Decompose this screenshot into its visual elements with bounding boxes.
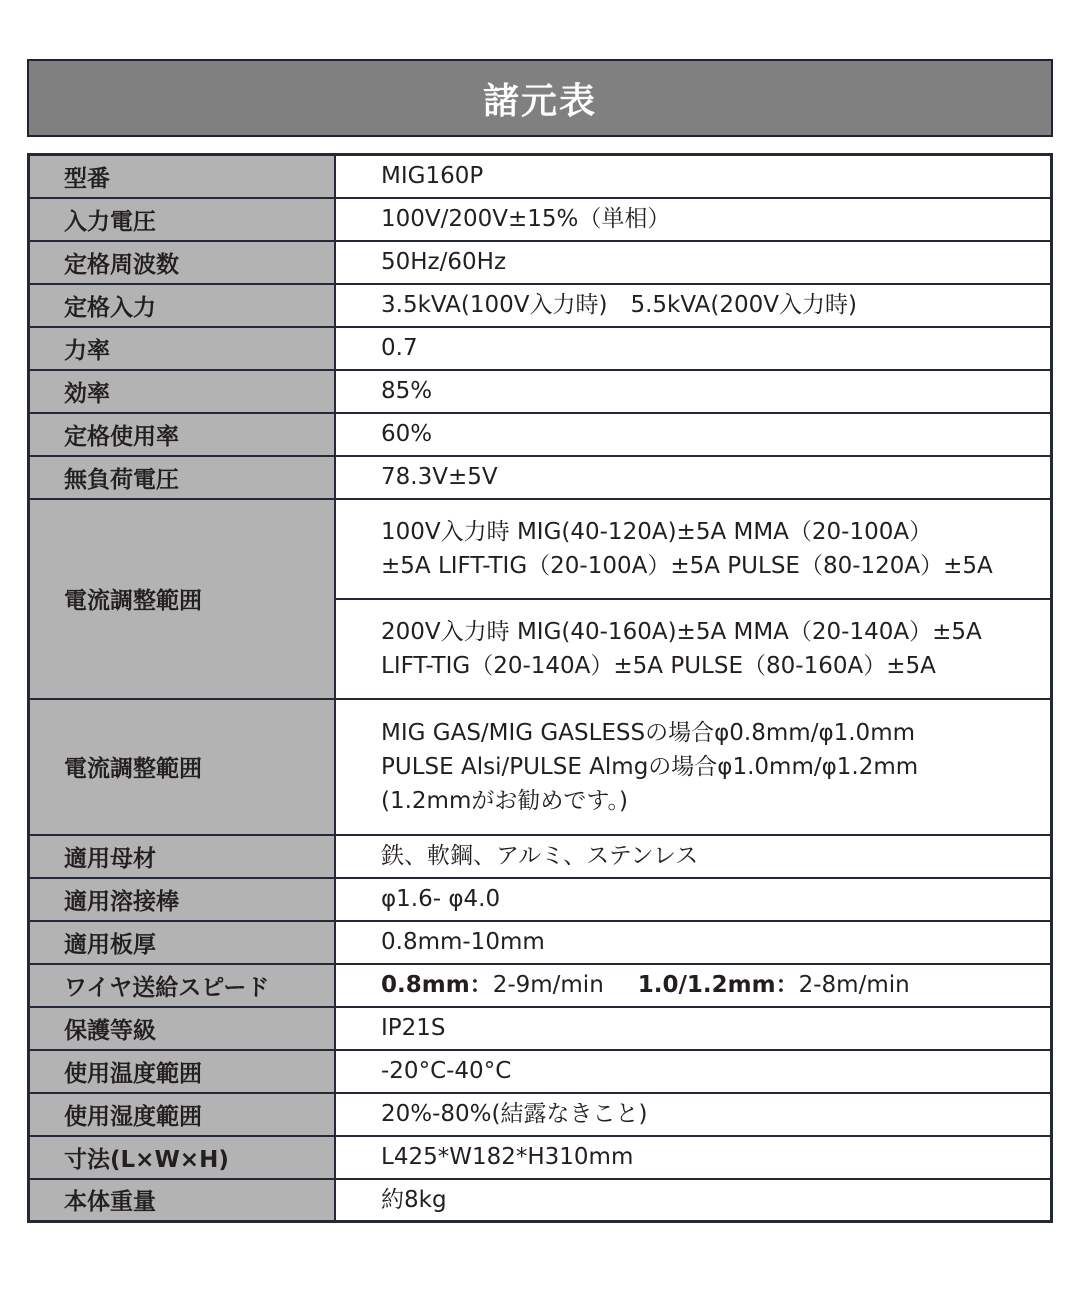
row-label: 適用母材 <box>29 835 336 878</box>
row-label: 適用溶接棒 <box>29 878 336 921</box>
row-value: 鉄、軟鋼、アルミ、ステンレス <box>335 835 1052 878</box>
page-title: 諸元表 <box>482 80 597 122</box>
row-label: 電流調整範囲 <box>29 699 336 835</box>
row-label: 効率 <box>29 370 336 413</box>
table-row <box>29 370 1052 413</box>
row-value: 20%-80%(結露なきこと) <box>335 1093 1052 1136</box>
row-label: 寸法(L×W×H) <box>29 1136 336 1179</box>
row-label: 使用湿度範囲 <box>29 1093 336 1136</box>
value-line: ±5A LIFT-TIG（20-100A）±5A PULSE（80-120A）±5A <box>381 552 993 579</box>
table-row-current-100v <box>29 499 1052 599</box>
table-row <box>29 1050 1052 1093</box>
table-row <box>29 1093 1052 1136</box>
table-row <box>29 198 1052 241</box>
table-row <box>29 327 1052 370</box>
row-value: φ1.6- φ4.0 <box>335 878 1052 921</box>
table-row <box>29 878 1052 921</box>
table-row <box>29 241 1052 284</box>
row-value: 0.7 <box>335 327 1052 370</box>
row-label: 電流調整範囲 <box>29 499 336 699</box>
row-value: MIG160P <box>335 155 1052 198</box>
table-row <box>29 413 1052 456</box>
row-value: 85% <box>335 370 1052 413</box>
row-value: IP21S <box>335 1007 1052 1050</box>
value-line: 200V入力時 MIG(40-160A)±5A MMA（20-140A）±5A <box>381 618 982 645</box>
table-row <box>29 835 1052 878</box>
row-label: 型番 <box>29 155 336 198</box>
value-line: MIG GAS/MIG GASLESSの場合φ0.8mm/φ1.0mm <box>381 719 915 746</box>
row-value: 0.8mm-10mm <box>335 921 1052 964</box>
table-row-wire <box>29 699 1052 835</box>
row-label: 本体重量 <box>29 1179 336 1222</box>
row-value: 78.3V±5V <box>335 456 1052 499</box>
table-row <box>29 921 1052 964</box>
row-label: 定格入力 <box>29 284 336 327</box>
value-line: LIFT-TIG（20-140A）±5A PULSE（80-160A）±5A <box>381 652 936 679</box>
row-value: 100V/200V±15%（単相） <box>335 198 1052 241</box>
value-line: PULSE Alsi/PULSE Almgの場合φ1.0mm/φ1.2mm <box>381 753 919 780</box>
row-label: 無負荷電圧 <box>29 456 336 499</box>
row-label: 力率 <box>29 327 336 370</box>
table-row <box>29 456 1052 499</box>
row-label: ワイヤ送給スピード <box>29 964 336 1007</box>
speed-a-label: 0.8mm： <box>381 972 493 998</box>
table-row <box>29 1179 1052 1222</box>
row-label: 定格使用率 <box>29 413 336 456</box>
row-label: 保護等級 <box>29 1007 336 1050</box>
row-value: 3.5kVA(100V入力時) 5.5kVA(200V入力時) <box>335 284 1052 327</box>
row-value-200v <box>335 599 1052 699</box>
value-line: (1.2mmがお勧めです。) <box>381 787 628 814</box>
row-label: 適用板厚 <box>29 921 336 964</box>
row-value: 約8kg <box>335 1179 1052 1222</box>
row-value <box>335 964 1052 1007</box>
table-row <box>29 155 1052 198</box>
title-bar <box>27 59 1053 137</box>
table-row <box>29 284 1052 327</box>
row-label: 使用温度範囲 <box>29 1050 336 1093</box>
row-value: 50Hz/60Hz <box>335 241 1052 284</box>
speed-a-value: 2-9m/min <box>492 972 604 998</box>
spec-table <box>27 153 1053 1223</box>
table-row-wire-speed <box>29 964 1052 1007</box>
row-value: L425*W182*H310mm <box>335 1136 1052 1179</box>
row-label: 入力電圧 <box>29 198 336 241</box>
row-value-100v <box>335 499 1052 599</box>
table-row <box>29 1007 1052 1050</box>
row-value: 60% <box>335 413 1052 456</box>
row-value <box>335 699 1052 835</box>
speed-b-value: 2-8m/min <box>798 972 910 998</box>
table-row <box>29 1136 1052 1179</box>
value-line: 100V入力時 MIG(40-120A)±5A MMA（20-100A） <box>381 518 933 545</box>
row-value: -20°C-40°C <box>335 1050 1052 1093</box>
row-label: 定格周波数 <box>29 241 336 284</box>
speed-b-label: 1.0/1.2mm： <box>637 972 799 998</box>
